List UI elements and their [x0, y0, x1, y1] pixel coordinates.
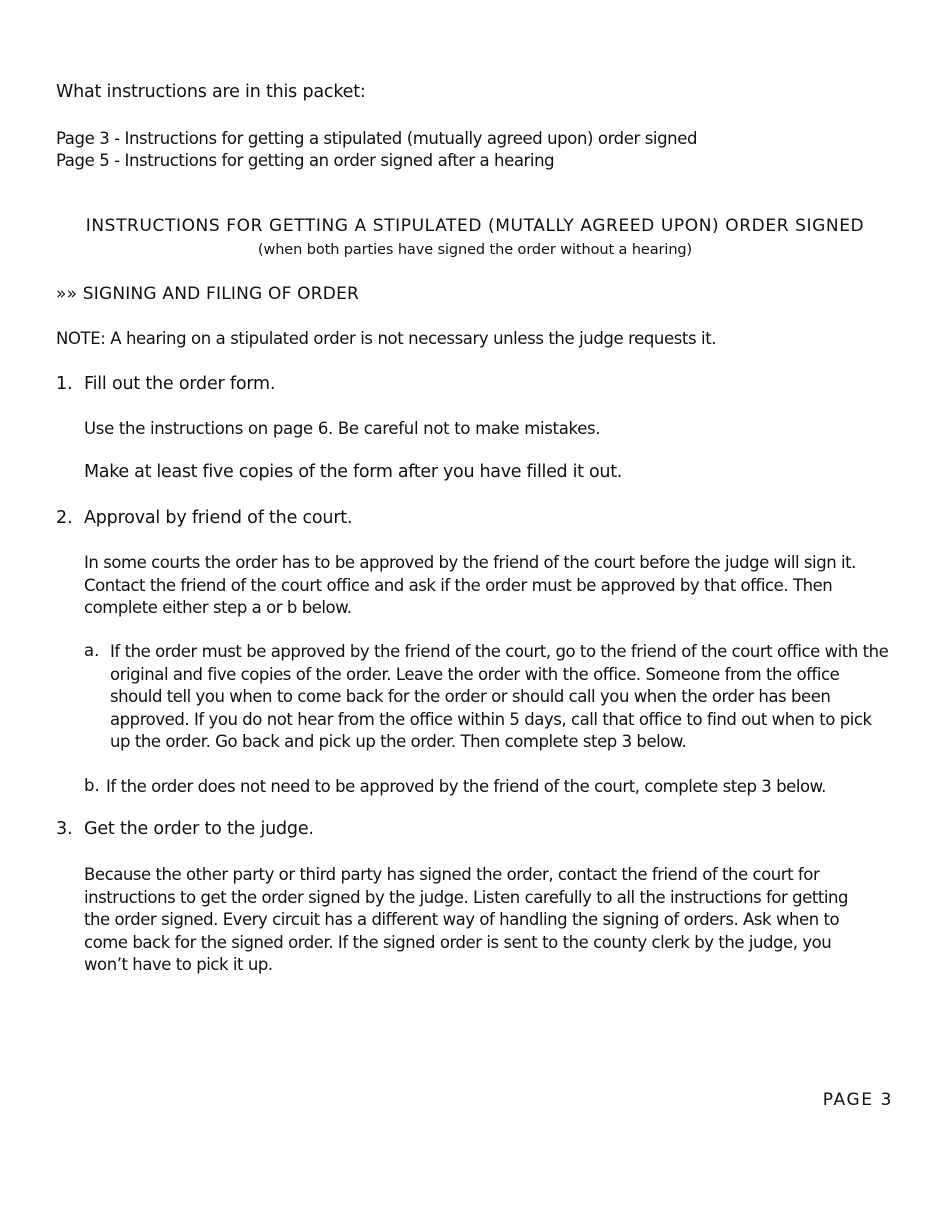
- step-3-number: 3.: [56, 819, 73, 839]
- step-1-paragraph-1: Use the instructions on page 6. Be careful not to make mistakes.: [84, 419, 601, 438]
- step-2a-letter: a.: [84, 641, 100, 660]
- step-1-title: Fill out the order form.: [84, 374, 276, 394]
- step-2-number: 2.: [56, 508, 73, 528]
- step-3-paragraph-1: Because the other party or third party has signed the order, contact the friend of the court for instructions to get the order signed by the judge. Listen carefully to all the instructions for getting the order signed. Every circuit has a different way of handling the signing of orders. Ask when to come back for the signed order. If the signed order is sent to the county clerk by the judge, you won’t have to pick it up.: [84, 865, 849, 974]
- step-2b-text: If the order does not need to be approved by the friend of the court, complete step 3 below.: [106, 777, 826, 796]
- hearing-note: NOTE: A hearing on a stipulated order is not necessary unless the judge requests it.: [56, 329, 717, 348]
- packet-contents-question: What instructions are in this packet:: [56, 82, 366, 102]
- page-number: PAGE 3: [822, 1090, 893, 1110]
- instructions-subtitle: (when both parties have signed the order without a hearing): [257, 242, 693, 258]
- step-1-number: 1.: [56, 374, 73, 394]
- step-2-paragraph-1: In some courts the order has to be approved by the friend of the court before the judge will sign it. Contact the friend of the court office and ask if the order must be approved by that office. Then complete either step a or b below.: [84, 553, 856, 617]
- toc-item-page-5: Page 5 - Instructions for getting an order signed after a hearing: [56, 151, 555, 170]
- step-1-paragraph-2: Make at least five copies of the form after you have filled it out.: [84, 462, 623, 482]
- section-heading: »» SIGNING AND FILING OF ORDER: [56, 284, 360, 304]
- step-2a-text: If the order must be approved by the friend of the court, go to the friend of the court office with the original and five copies of the order. Leave the order with the office. Someone from the office should tell you when to come back for the order or should call you when the order has been approved. If you do not hear from the office within 5 days, call that office to find out when to pick up the order. Go back and pick up the order. Then complete step 3 below.: [110, 642, 889, 751]
- toc-item-page-3: Page 3 - Instructions for getting a stipulated (mutually agreed upon) order signed: [56, 129, 698, 148]
- step-3-title: Get the order to the judge.: [84, 819, 314, 839]
- packet-contents-list: [56, 128, 697, 172]
- instructions-title: INSTRUCTIONS FOR GETTING A STIPULATED (MUTALLY AGREED UPON) ORDER SIGNED: [85, 216, 865, 236]
- step-2b-letter: b.: [84, 776, 100, 795]
- step-2-title: Approval by friend of the court.: [84, 508, 353, 528]
